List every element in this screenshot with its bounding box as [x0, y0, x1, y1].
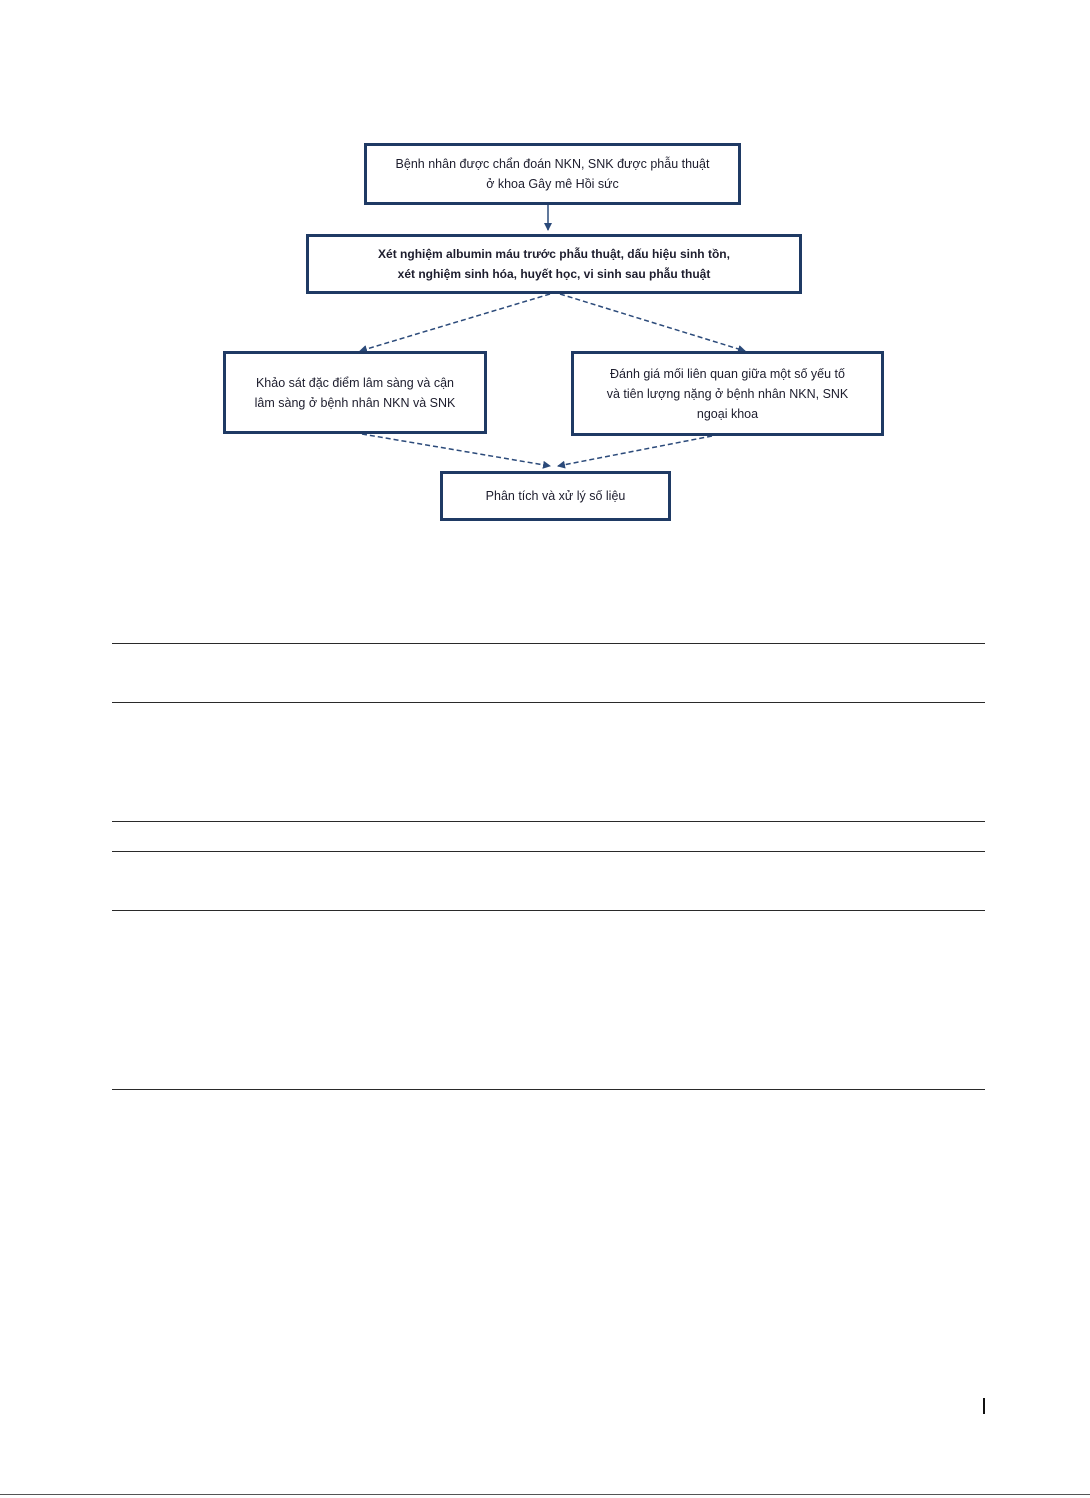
arrow-box2-to-box4	[560, 294, 745, 351]
arrow-box2-to-box3	[360, 294, 550, 351]
flow-box-evaluation-line3: ngoại khoa	[696, 406, 759, 421]
flow-box-evaluation	[571, 351, 884, 436]
arrow-box4-to-box5	[558, 436, 712, 466]
flow-box-patients	[364, 143, 741, 205]
table-rule-row-2	[112, 910, 985, 911]
page-bottom-border	[0, 1494, 1090, 1495]
flow-box-survey-line1: Khảo sát đặc điểm lâm sàng và cận	[255, 375, 454, 390]
flow-box-patients-line2: ở khoa Gây mê Hồi sức	[486, 177, 619, 191]
table-rule-top	[112, 643, 985, 644]
flow-box-analysis-line1: Phân tích và xử lý số liệu	[485, 489, 626, 503]
flow-box-tests-line1: Xét nghiệm albumin máu trước phẫu thuật, dấu hiệu sinh tồn,	[378, 247, 730, 261]
table-rule-bottom	[112, 1089, 985, 1090]
flow-box-evaluation-line2: và tiên lượng nặng ở bệnh nhân NKN, SNK	[606, 386, 849, 401]
table-rule-section	[112, 821, 985, 822]
flow-box-patients-line1: Bệnh nhân được chẩn đoán NKN, SNK được phẫu thuật	[395, 157, 710, 171]
flow-box-tests	[306, 234, 802, 294]
flow-box-tests-line2: xét nghiệm sinh hóa, huyết học, vi sinh sau phẫu thuật	[397, 267, 711, 281]
table-rule-header	[112, 702, 985, 703]
flow-box-analysis	[440, 471, 671, 521]
flow-box-survey	[223, 351, 487, 434]
table-rule-row	[112, 851, 985, 852]
flow-box-survey-line2: lâm sàng ở bệnh nhân NKN và SNK	[254, 395, 456, 410]
flow-box-evaluation-line1: Đánh giá mối liên quan giữa một số yếu tố	[610, 366, 845, 381]
arrow-box3-to-box5	[362, 434, 550, 466]
page-number-marker	[983, 1398, 985, 1414]
